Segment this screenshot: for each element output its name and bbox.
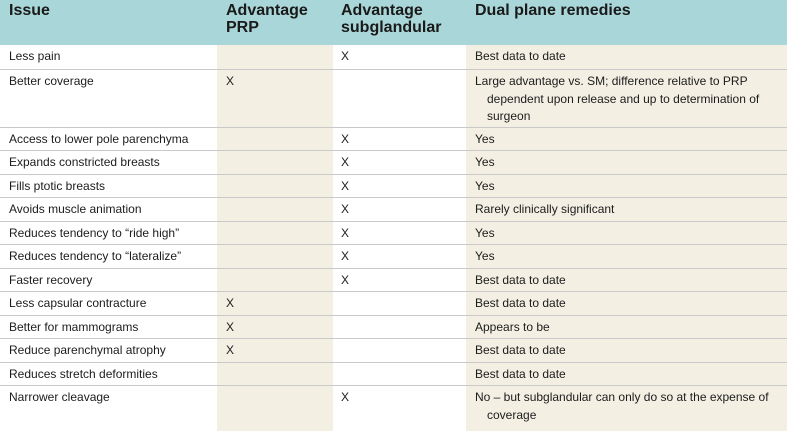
- header-advantage-prp-line1: Advantage: [226, 2, 308, 19]
- subglandular-cell: X: [341, 179, 350, 193]
- header-advantage-prp-line2: PRP: [226, 19, 259, 36]
- dual-plane-cell: [475, 201, 780, 219]
- table-row: [0, 174, 787, 198]
- issue-cell: Reduces tendency to “ride high”: [9, 226, 180, 240]
- dual-plane-text-line: Yes: [475, 179, 495, 193]
- dual-plane-text-line: Yes: [475, 132, 495, 146]
- issue-cell: Better coverage: [9, 74, 94, 88]
- table-row: [0, 127, 787, 151]
- table-row: [0, 69, 787, 128]
- issue-cell: Expands constricted breasts: [9, 155, 160, 169]
- table-row: [0, 291, 787, 316]
- table-row: [0, 268, 787, 292]
- table-row: [0, 385, 787, 425]
- subglandular-cell: X: [341, 132, 350, 146]
- issue-cell: Narrower cleavage: [9, 390, 110, 404]
- issue-cell: Avoids muscle animation: [9, 202, 142, 216]
- dual-plane-text-line: Appears to be: [475, 320, 550, 334]
- prp-cell: X: [226, 343, 235, 357]
- dual-plane-cell: [475, 73, 780, 126]
- issue-cell: Better for mammograms: [9, 320, 139, 334]
- header-dual-plane-remedies: Dual plane remedies: [475, 2, 631, 19]
- dual-plane-text-line: Yes: [475, 155, 495, 169]
- subglandular-cell: X: [341, 49, 350, 63]
- prp-cell: X: [226, 74, 235, 88]
- subglandular-cell: X: [341, 155, 350, 169]
- table-row: [0, 45, 787, 69]
- table-row: [0, 315, 787, 339]
- dual-plane-cell: [475, 389, 780, 424]
- dual-plane-text-line: surgeon: [487, 109, 531, 123]
- subglandular-cell: X: [341, 202, 350, 216]
- dual-plane-text-line: Best data to date: [475, 49, 566, 63]
- header-issue: Issue: [9, 2, 50, 19]
- dual-plane-text-line: Best data to date: [475, 343, 566, 357]
- dual-plane-text-line: Best data to date: [475, 273, 566, 287]
- dual-plane-text-line: No – but subglandular can only do so at the expense of: [475, 390, 769, 404]
- table-header: [0, 0, 787, 45]
- dual-plane-text-line: Best data to date: [475, 367, 566, 381]
- header-advantage-subglandular: [341, 2, 441, 36]
- prp-cell: X: [226, 296, 235, 310]
- dual-plane-cell: [475, 366, 780, 384]
- dual-plane-cell: [475, 131, 780, 149]
- issue-cell: Faster recovery: [9, 273, 93, 287]
- dual-plane-cell: [475, 319, 780, 337]
- subglandular-cell: X: [341, 249, 350, 263]
- subglandular-cell: X: [341, 226, 350, 240]
- dual-plane-text-line: Yes: [475, 249, 495, 263]
- table-row: [0, 197, 787, 222]
- issue-cell: Less capsular contracture: [9, 296, 147, 310]
- header-advantage-subglandular-line2: subglandular: [341, 19, 442, 36]
- table-row: [0, 244, 787, 269]
- dual-plane-cell: [475, 48, 780, 66]
- dual-plane-cell: [475, 342, 780, 360]
- dual-plane-text-line: coverage: [487, 407, 537, 422]
- issue-cell: Reduces stretch deformities: [9, 367, 158, 381]
- issue-cell: Fills ptotic breasts: [9, 179, 106, 193]
- header-advantage-subglandular-line1: Advantage: [341, 2, 423, 19]
- dual-plane-cell: [475, 272, 780, 290]
- table-row: [0, 150, 787, 175]
- dual-plane-text-line: Rarely clinically significant: [475, 202, 615, 216]
- table-row: [0, 221, 787, 245]
- header-advantage-prp: [226, 2, 308, 36]
- dual-plane-text-line: Best data to date: [475, 296, 566, 310]
- issue-cell: Reduces tendency to “lateralize”: [9, 249, 182, 263]
- dual-plane-cell: [475, 295, 780, 313]
- dual-plane-cell: [475, 248, 780, 266]
- issue-cell: Reduce parenchymal atrophy: [9, 343, 166, 357]
- dual-plane-text-line: Yes: [475, 226, 495, 240]
- table-row: [0, 362, 787, 386]
- issue-cell: Access to lower pole parenchyma: [9, 132, 189, 146]
- dual-plane-cell: [475, 178, 780, 196]
- dual-plane-text-line: dependent upon release and up to determination of: [487, 91, 760, 106]
- dual-plane-cell: [475, 225, 780, 243]
- dual-plane-cell: [475, 154, 780, 172]
- subglandular-cell: X: [341, 273, 350, 287]
- subglandular-cell: X: [341, 390, 350, 404]
- dual-plane-text-line: Large advantage vs. SM; difference relative to PRP: [475, 74, 748, 88]
- table-row: [0, 338, 787, 363]
- issue-cell: Less pain: [9, 49, 61, 63]
- prp-cell: X: [226, 320, 235, 334]
